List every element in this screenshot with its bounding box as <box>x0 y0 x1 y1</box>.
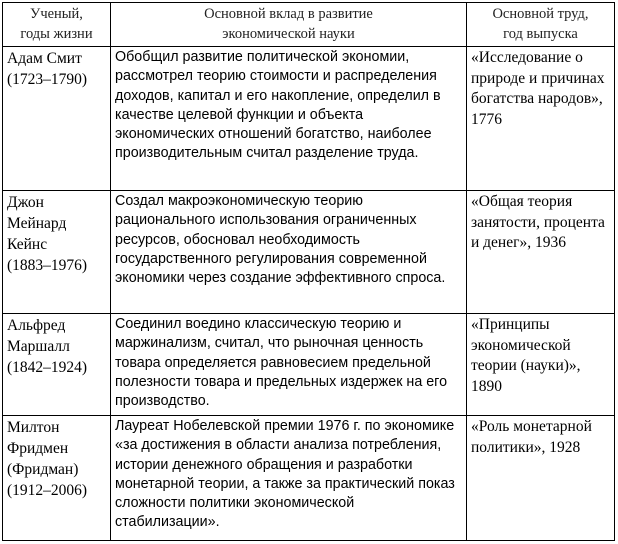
table-row <box>3 314 615 416</box>
header-contribution-line1: Основной вклад в развитие <box>204 6 373 22</box>
table-row <box>3 47 615 191</box>
work-cell: «Принципы экономической теории (науки)», 1890 <box>467 314 615 416</box>
work-cell: «Общая теория занятости, процента и денег», 1936 <box>467 191 615 314</box>
scientist-cell: Милтон Фридмен (Фридман) (1912–2006) <box>3 416 111 541</box>
table-row <box>3 191 615 314</box>
contribution-cell: Обобщил развитие политической экономии, рассмотрел теорию стоимости и распределения доходов, капитал и его накопление, определил в качестве целевой функции и объекта экономических отношений богатство, наиболее производительным считал разделение труда. <box>111 47 467 191</box>
header-scientist-line2: годы жизни <box>20 26 93 42</box>
work-cell: «Роль монетарной политики», 1928 <box>467 416 615 541</box>
header-work-line2: год выпуска <box>503 26 578 42</box>
header-work <box>467 3 615 47</box>
scientist-cell: Альфред Маршалл (1842–1924) <box>3 314 111 416</box>
work-cell: «Исследование о природе и причинах богатства народов», 1776 <box>467 47 615 191</box>
header-contribution <box>111 3 467 47</box>
table-row <box>3 416 615 541</box>
scientist-cell: Адам Смит (1723–1790) <box>3 47 111 191</box>
contribution-cell: Соединил воедино классическую теорию и маржинализм, считал, что рыночная ценность товара определяется равновесием предельной полезности товара и предельных издержек на его производство. <box>111 314 467 416</box>
header-scientist-line1: Ученый, <box>30 6 83 22</box>
contribution-cell: Создал макроэкономическую теорию рационального использования ограниченных ресурсов, обосновал необходимость государственного регулирования современной экономики через создание эффективного спроса. <box>111 191 467 314</box>
header-contribution-line2: экономической науки <box>222 26 355 42</box>
header-row <box>3 3 615 47</box>
header-scientist <box>3 3 111 47</box>
header-work-line1: Основной труд, <box>492 6 589 22</box>
economists-table <box>2 2 615 541</box>
scientist-cell: Джон Мейнард Кейнс (1883–1976) <box>3 191 111 314</box>
contribution-cell: Лауреат Нобелевской премии 1976 г. по экономике «за достижения в области анализа потребления, истории денежного обращения и разработки монетарной теории, а также за практический показ сложности политики экономической стабилизации». <box>111 416 467 541</box>
